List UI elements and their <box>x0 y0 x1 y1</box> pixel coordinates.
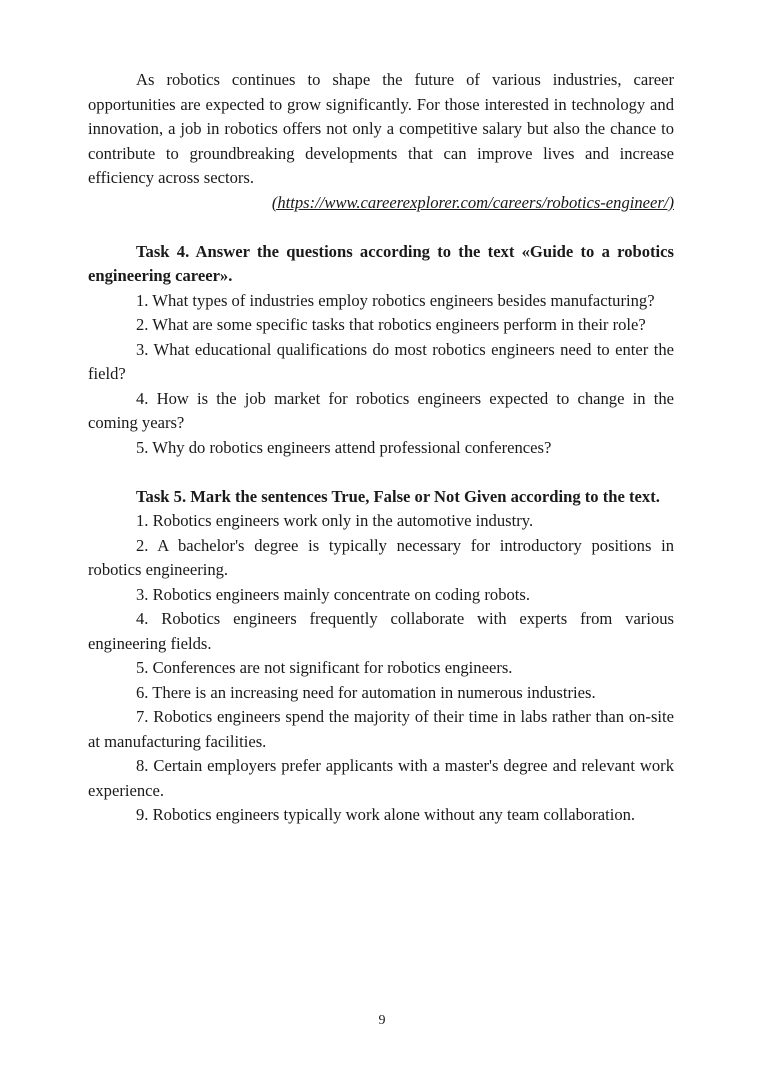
source-link[interactable]: (https://www.careerexplorer.com/careers/robotics-engineer/) <box>271 192 674 212</box>
task-5-statement: 6. There is an increasing need for automation in numerous industries. <box>136 682 596 702</box>
task-5-statement: 9. Robotics engineers typically work alone without any team collaboration. <box>136 805 636 824</box>
task-4-heading: Task 4. Answer the questions according to the text «Guide to a robotics engineering career». <box>88 241 674 285</box>
task-5-heading: Task 5. Mark the sentences True, False or Not Given according to the text. <box>136 486 660 506</box>
intro-paragraph: As robotics continues to shape the future of various industries, career opportunities are expected to grow significantly. For those interested in technology and innovation, a job in robotics offers not only a competitive salary but also the chance to contribute to groundbreaking developments that can improve lives and increase efficiency across sectors. <box>88 70 674 187</box>
task-4-question: 2. What are some specific tasks that robotics engineers perform in their role? <box>136 315 646 334</box>
task-5-statement: 5. Conferences are not significant for robotics engineers. <box>136 658 513 677</box>
task-5-statement: 1. Robotics engineers work only in the automotive industry. <box>136 511 534 530</box>
task-5-statement: 3. Robotics engineers mainly concentrate on coding robots. <box>136 584 531 604</box>
page-body <box>88 68 674 828</box>
page-number: 9 <box>378 1013 386 1028</box>
task-4-question: 3. What educational qualifications do most robotics engineers need to enter the field? <box>88 339 674 383</box>
task-5-statement: 7. Robotics engineers spend the majority of their time in labs rather than on-site at manufacturing facilities. <box>88 707 674 751</box>
task-4-question: 4. How is the job market for robotics engineers expected to change in the coming years? <box>88 388 674 432</box>
task-4-question: 1. What types of industries employ robotics engineers besides manufacturing? <box>136 290 655 310</box>
task-5-statement: 8. Certain employers prefer applicants with a master's degree and relevant work experience. <box>88 756 674 800</box>
task-5-statement: 4. Robotics engineers frequently collaborate with experts from various engineering fields. <box>88 609 674 653</box>
task-4-question: 5. Why do robotics engineers attend professional conferences? <box>136 437 552 457</box>
task-5-statement: 2. A bachelor's degree is typically necessary for introductory positions in robotics engineering. <box>88 535 674 579</box>
